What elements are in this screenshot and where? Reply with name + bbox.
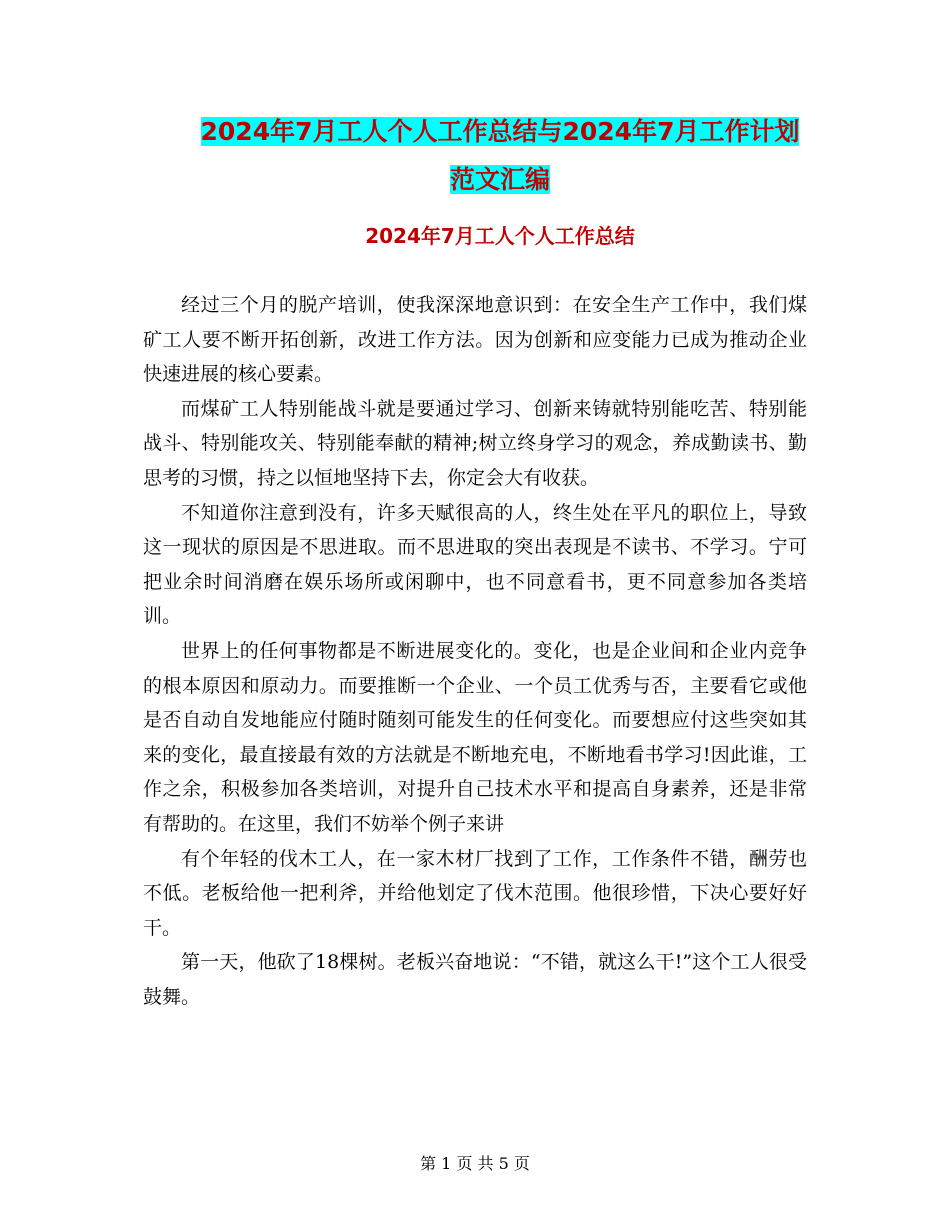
paragraph: 第一天，他砍了18棵树。老板兴奋地说：“不错，就这么干!”这个工人很受鼓舞。	[143, 951, 807, 1008]
section-title: 2024年7月工人个人工作总结	[365, 224, 635, 248]
document-title	[140, 108, 860, 204]
document-title-line1: 2024年7月工人个人工作总结与2024年7月工作计划	[200, 117, 800, 146]
paragraph: 经过三个月的脱产培训，使我深深地意识到：在安全生产工作中，我们煤矿工人要不断开拓创新，改进工作方法。因为创新和应变能力已成为推动企业快速进展的核心要素。	[143, 294, 807, 386]
paragraph: 而煤矿工人特别能战斗就是要通过学习、创新来铸就特别能吃苦、特别能战斗、特别能攻关、特别能奉献的精神;树立终身学习的观念，养成勤读书、勤思考的习惯，持之以恒地坚持下去，你定会大有收获。	[143, 397, 807, 489]
document-title-line2: 范文汇编	[449, 165, 550, 194]
paragraph: 世界上的任何事物都是不断进展变化的。变化，也是企业间和企业内竞争的根本原因和原动力。而要推断一个企业、一个员工优秀与否，主要看它或他是否自动自发地能应付随时随刻可能发生的任何变化。而要想应付这些突如其来的变化，最直接最有效的方法就是不断地充电，不断地看书学习!因此谁，工作之余，积极参加各类培训，对提升自己技术水平和提高自身素养，还是非常有帮助的。在这里，我们不妨举个例子来讲	[143, 639, 807, 835]
paragraph: 有个年轻的伐木工人，在一家木材厂找到了工作，工作条件不错，酬劳也不低。老板给他一把利斧，并给他划定了伐木范围。他很珍惜，下决心要好好干。	[143, 847, 807, 939]
paragraph: 不知道你注意到没有，许多天赋很高的人，终生处在平凡的职位上，导致这一现状的原因是不思进取。而不思进取的突出表现是不读书、不学习。宁可把业余时间消磨在娱乐场所或闲聊中，也不同意看书，更不同意参加各类培训。	[143, 501, 807, 628]
body-text	[143, 288, 807, 1014]
page-footer: 第 1 页 共 5 页	[420, 1154, 530, 1173]
